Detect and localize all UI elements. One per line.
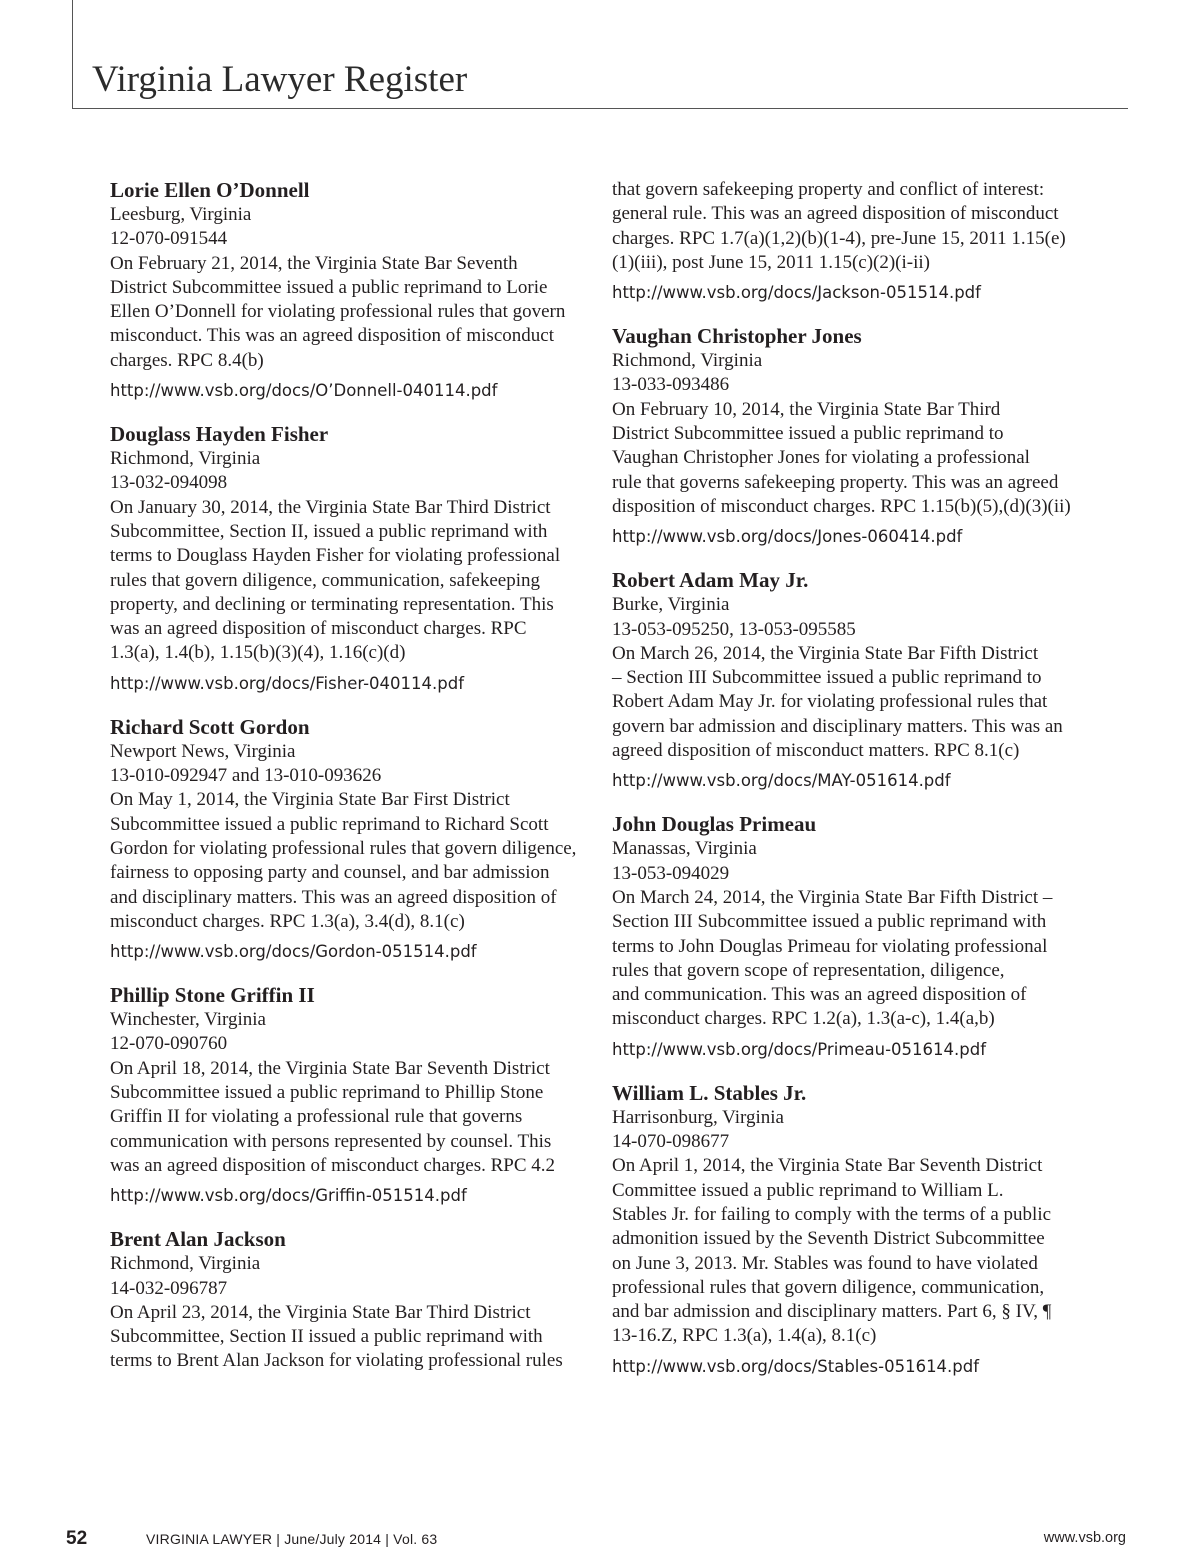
entry-text-line: On February 10, 2014, the Virginia State Bar Third	[612, 398, 1001, 420]
entry-text-line: District Subcommittee issued a public reprimand to Lorie	[110, 276, 548, 298]
case-number: 12-070-090760	[110, 1033, 228, 1055]
attorney-name: Robert Adam May Jr.	[612, 568, 809, 593]
header-horizontal-rule	[72, 108, 1128, 109]
entry-text-line: agreed disposition of misconduct matters. RPC 8.1(c)	[612, 740, 1020, 762]
entry-text-line: misconduct. This was an agreed disposition of misconduct	[110, 325, 554, 347]
case-number: 13-032-094098	[110, 472, 228, 494]
document-link[interactable]: http://www.vsb.org/docs/Gordon-051514.pdf	[110, 942, 477, 962]
entry-text-line: rules that govern diligence, communication, safekeeping	[110, 569, 540, 591]
left-column	[110, 178, 590, 1394]
entry-text-line: communication with persons represented by counsel. This	[110, 1130, 552, 1152]
entry-text-line: terms to Brent Alan Jackson for violating professional rules	[110, 1350, 563, 1372]
reprimand-entry	[110, 983, 590, 1207]
entry-text-line: – Section III Subcommittee issued a public reprimand to	[612, 667, 1042, 689]
attorney-name: Richard Scott Gordon	[110, 714, 310, 739]
entry-text-line: Subcommittee issued a public reprimand to Richard Scott	[110, 813, 549, 835]
attorney-location: Leesburg, Virginia	[110, 204, 252, 225]
reprimand-entry	[110, 422, 590, 695]
entry-text-line: Subcommittee, Section II, issued a public reprimand with	[110, 520, 548, 542]
case-number: 14-070-098677	[612, 1131, 730, 1153]
reprimand-entry	[110, 1227, 590, 1373]
attorney-name: John Douglas Primeau	[612, 812, 817, 837]
entry-text-line: On April 1, 2014, the Virginia State Bar Seventh District	[612, 1155, 1043, 1177]
entry-text-line: On April 23, 2014, the Virginia State Bar Third District	[110, 1301, 531, 1323]
document-link[interactable]: http://www.vsb.org/docs/O’Donnell-040114.pdf	[110, 381, 498, 401]
entry-text-line: admonition issued by the Seventh District Subcommittee	[612, 1228, 1045, 1250]
entry-text-line: Griffin II for violating a professional rule that governs	[110, 1106, 523, 1128]
document-link[interactable]: http://www.vsb.org/docs/Jackson-051514.pdf	[612, 283, 981, 303]
entry-text-line: District Subcommittee issued a public reprimand to	[612, 423, 1004, 445]
entry-text-line: rules that govern scope of representation, diligence,	[612, 959, 1005, 981]
entry-text-line: general rule. This was an agreed disposition of misconduct	[612, 203, 1059, 225]
entry-text-line: On May 1, 2014, the Virginia State Bar First District	[110, 789, 510, 811]
entry-text-line: On March 26, 2014, the Virginia State Bar Fifth District	[612, 642, 1039, 664]
entry-text-line: Robert Adam May Jr. for violating professional rules that	[612, 691, 1048, 713]
entry-text-line: rule that governs safekeeping property. This was an agreed	[612, 471, 1059, 493]
entry-text-line: and bar admission and disciplinary matters. Part 6, § IV, ¶	[612, 1301, 1052, 1323]
attorney-name: William L. Stables Jr.	[612, 1080, 807, 1105]
attorney-name: Phillip Stone Griffin II	[110, 983, 315, 1008]
entry-text-line: property, and declining or terminating representation. This	[110, 593, 554, 615]
running-head-title: Virginia Lawyer Register	[92, 59, 468, 100]
entry-text-line: 1.3(a), 1.4(b), 1.15(b)(3)(4), 1.16(c)(d)	[110, 642, 406, 664]
attorney-name: Vaughan Christopher Jones	[612, 324, 862, 349]
page-number: 52	[66, 1528, 88, 1549]
entry-text-line: (1)(iii), post June 15, 2011 1.15(c)(2)(i-ii)	[612, 251, 930, 273]
attorney-location: Harrisonburg, Virginia	[612, 1106, 784, 1128]
entry-text-line: terms to John Douglas Primeau for violating professional	[612, 935, 1048, 957]
reprimand-entry	[612, 812, 1092, 1060]
attorney-location: Richmond, Virginia	[612, 350, 763, 372]
entry-text-line: charges. RPC 1.7(a)(1,2)(b)(1-4), pre-June 15, 2011 1.15(e)	[612, 227, 1066, 249]
document-link[interactable]: http://www.vsb.org/docs/MAY-051614.pdf	[612, 771, 951, 791]
entry-text-line: Section III Subcommittee issued a public reprimand with	[612, 911, 1047, 933]
case-number: 12-070-091544	[110, 228, 228, 250]
case-number: 13-053-095250, 13-053-095585	[612, 618, 856, 640]
entry-text-line: On March 24, 2014, the Virginia State Bar Fifth District –	[612, 886, 1053, 908]
entry-text-line: Gordon for violating professional rules that govern diligence,	[110, 837, 577, 859]
case-number: 13-010-092947 and 13-010-093626	[110, 765, 382, 787]
entry-text-line: terms to Douglass Hayden Fisher for violating professional	[110, 545, 561, 567]
entry-text-line: misconduct charges. RPC 1.3(a), 3.4(d), 8.1(c)	[110, 910, 465, 932]
reprimand-entry	[110, 715, 590, 963]
publication-info: VIRGINIA LAWYER | June/July 2014 | Vol. 63	[146, 1531, 438, 1547]
entry-text-line: that govern safekeeping property and conflict of interest:	[612, 179, 1045, 200]
attorney-location: Richmond, Virginia	[110, 448, 261, 470]
reprimand-entry	[110, 178, 590, 402]
entry-text-line: and disciplinary matters. This was an agreed disposition of	[110, 886, 557, 908]
document-link[interactable]: http://www.vsb.org/docs/Stables-051614.pdf	[612, 1356, 980, 1376]
entry-text-line: govern bar admission and disciplinary matters. This was an	[612, 715, 1063, 737]
document-link[interactable]: http://www.vsb.org/docs/Fisher-040114.pdf	[110, 673, 465, 693]
reprimand-entry	[612, 1081, 1092, 1378]
entry-text-line: was an agreed disposition of misconduct charges. RPC 4.2	[110, 1154, 556, 1176]
entry-text-line: was an agreed disposition of misconduct charges. RPC	[110, 618, 527, 640]
attorney-name: Lorie Ellen O’Donnell	[110, 178, 310, 202]
attorney-name: Douglass Hayden Fisher	[110, 422, 329, 447]
entry-text-line: Subcommittee issued a public reprimand to Phillip Stone	[110, 1082, 544, 1104]
case-number: 13-033-093486	[612, 374, 730, 396]
attorney-location: Richmond, Virginia	[110, 1253, 261, 1275]
entry-text-line: Committee issued a public reprimand to William L.	[612, 1179, 1004, 1201]
document-link[interactable]: http://www.vsb.org/docs/Jones-060414.pdf	[612, 527, 963, 547]
entry-text-line: Stables Jr. for failing to comply with the terms of a public	[612, 1203, 1052, 1225]
entry-text-line: and communication. This was an agreed disposition of	[612, 984, 1027, 1006]
document-link[interactable]: http://www.vsb.org/docs/Griffin-051514.pdf	[110, 1186, 467, 1206]
case-number: 13-053-094029	[612, 862, 730, 884]
header-vertical-rule	[72, 0, 73, 108]
continued-entry	[612, 178, 1092, 304]
attorney-location: Manassas, Virginia	[612, 838, 757, 860]
entry-text-line: Subcommittee, Section II issued a public reprimand with	[110, 1326, 543, 1348]
website-link[interactable]: www.vsb.org	[1043, 1530, 1126, 1546]
attorney-location: Burke, Virginia	[612, 594, 730, 616]
entry-text-line: On April 18, 2014, the Virginia State Bar Seventh District	[110, 1057, 550, 1079]
entry-text-line: On January 30, 2014, the Virginia State Bar Third District	[110, 496, 551, 518]
entry-text-line: professional rules that govern diligence, communication,	[612, 1276, 1045, 1298]
entry-text-line: charges. RPC 8.4(b)	[110, 349, 264, 371]
attorney-location: Winchester, Virginia	[110, 1009, 266, 1031]
entry-text-line: on June 3, 2013. Mr. Stables was found to have violated	[612, 1252, 1038, 1274]
reprimand-entry	[612, 324, 1092, 548]
attorney-location: Newport News, Virginia	[110, 740, 296, 762]
attorney-name: Brent Alan Jackson	[110, 1227, 286, 1252]
entry-text-line: misconduct charges. RPC 1.2(a), 1.3(a-c), 1.4(a,b)	[612, 1008, 995, 1030]
right-column	[612, 178, 1092, 1398]
entry-text-line: 13-16.Z, RPC 1.3(a), 1.4(a), 8.1(c)	[612, 1325, 877, 1347]
entry-text-line: Ellen O’Donnell for violating professional rules that govern	[110, 301, 566, 323]
document-link[interactable]: http://www.vsb.org/docs/Primeau-051614.pdf	[612, 1039, 987, 1059]
reprimand-entry	[612, 568, 1092, 792]
entry-text-line: On February 21, 2014, the Virginia State Bar Seventh	[110, 252, 518, 274]
entry-text-line: disposition of misconduct charges. RPC 1.15(b)(5),(d)(3)(ii)	[612, 495, 1071, 517]
page-footer	[0, 1528, 1200, 1552]
entry-text-line: fairness to opposing party and counsel, and bar admission	[110, 862, 550, 884]
entry-text-line: Vaughan Christopher Jones for violating a professional	[612, 447, 1030, 469]
case-number: 14-032-096787	[110, 1277, 228, 1299]
